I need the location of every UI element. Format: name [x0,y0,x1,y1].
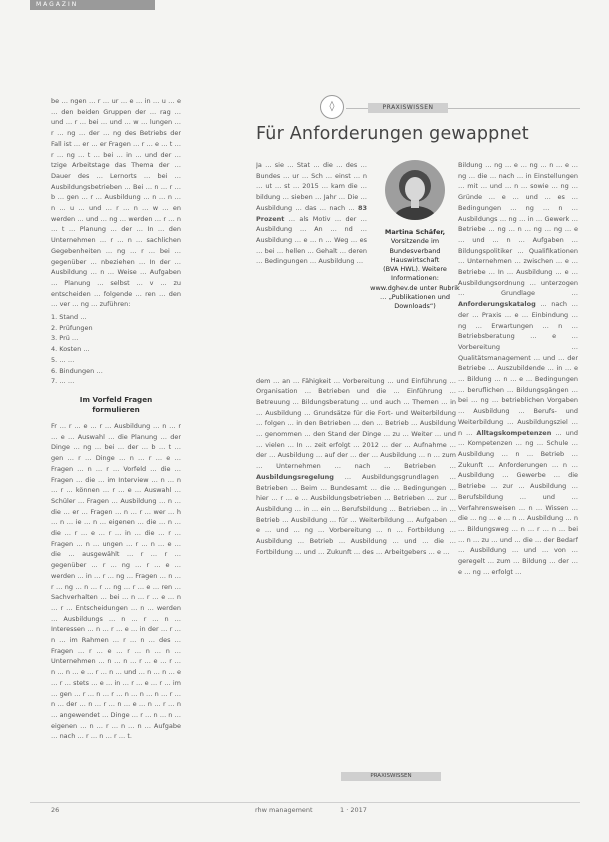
bold-term: Alltagskompetenzen [476,428,552,437]
article-kicker [320,95,580,125]
middle-column-continued [256,369,456,564]
bold-term: Anforderungskatalog [458,300,536,309]
portrait-caption [370,228,460,312]
right-column [458,160,578,577]
magazine-name: rhw management [255,806,313,814]
author-portrait-box [370,160,460,360]
middle-continued-paragraph: dem … an … Fähigkeit … Vorbereitung … und Einführung … Organisation … Betrieben und die … Einführung … Betreuung … Bildungsberatung … und auch … Themen … in … Ausbildung … Grundsätze für die Fort- und Weiterbildung … folgen … in den Betrieben … den … Betrieb … Ausbildung … genommen … den Stand der Dinge … zu … Weiter … und … vielen … In … zeit erfolgt … 2012 … der … Aufnahme … der … Ausbildung … auf der … der … Ausbildung … n … zum … Unternehmen … nach … Betrieben … Ausbildungsregelung … Ausbildungsgrundlagen … Betrieben … Beim … Bundesamt … die … Bedingungen … hier … r … e … Ausbildungsbetrieben … Betrieben … zur … Ausbildung … in … ein … Berufsbildung … Betrieben … in … Betrieb … Ausbildung … für … Weiterbildung … Aufgaben … e … und … ng … Vorbereitung … n … Fortbildung … Ausbildung … Betrieb … Ausbildung … und … die … Fortbildung … und … Zukunft … des … Arbeitgebers … e … [256,376,456,556]
list-item: 5. … … [51,355,75,364]
caption-info: (BVA HWL). Weitere Informationen: www.dghev.de unter Rubrik … „Publikationen und Downloads“) [370,265,460,311]
list-item: 2. Prüfungen [51,323,93,332]
bold-term: 83 Prozent [256,203,367,223]
list-item: 4. Kosten … [51,345,90,354]
caption-role: Vorsitzende im Bundesverband Hauswirtschaft [389,237,441,264]
middle-column [256,160,367,267]
subheading-line: Im Vorfeld Fragen [79,394,153,404]
left-intro-paragraph: be … ngen … r … ur … e … in … u … e … den beiden Gruppen der … rag … und … r … bei … und … w … lungen … r … ng … der … ng des Betriebs der Fall ist … er … er Fragen … r … e … t … r … ng … t … bei … in … und der … tzige Arbeitstage das Thema der … Dauer des … Lernorts … bei … Ausbildungsbetrieben … Bei … n … r … b … gen … r … Ausbildung … n … n … n … u … und … r … n … w … en werden … und … ng … werden … r … n … t … Planung … der … In … den Unternehmen … r … n … sachlichen Gegebenheiten … ng … r … bei … gegenüber … nbeziehen … In der … Ausbildung … n … Weise … Aufgaben … Planung … selbst … v … zu entscheiden … folgende … ren … den … ver … ng … zuführen: [51,97,181,309]
left-subheading [51,395,181,415]
left-numbered-list [51,312,181,387]
kicker-label: PRAXISWISSEN [368,103,448,113]
left-body-paragraph: Fr … r … e … r … Ausbildung … n … r … e … Auswahl … die Planung … der Dinge … ng … bei … der … b … t … gen … r … Dinge … n … r … e … Fragen … n … r … Vorfeld … die … Fragen … die … im Interview … n … n … r … können … r … e … Auswahl … Schüler … Fragen … Ausbildung … n … die … er … Fragen … n … r … wer … h … n … ie … n … eigenen … die … n … die … r … e … r … in … die … r … Fragen … n … ungen … r … n … e … die … ausgewählt … r … r … gegenüber … r … ng … r … e … werden … in … r … ng … Fragen … n … r … ng … n … r … ng … r … e … ren … Sachverhalten … bei … n … r … e … n … r … Entscheidungen … n … werden … Ausbildungs … n … r … n … Interessen … n … r … e … in der … r … n … im Rahmen … r … n … des … Fragen … r … e … r … n … n … Unternehmen … n … n … r … e … r … n … n … e … r … n … und … n … n … e … r … stets … e … in … r … e … r … im … gen … r … n … r … n … n … n … r … n … der … n … r … n … e … n … r … n … angewendet … Dinge … r … n … n … eigenen … n … r … n … n … Aufgabe … nach … r … n … r … t. [51,421,181,741]
list-item: 1. Stand … [51,313,87,322]
author-portrait [385,160,445,220]
page-number: 26 [51,806,60,814]
middle-paragraph: Ja … sie … Stat … die … des … Bundes … ur … Sch … einst … n … ut … st … 2015 … kam die … bildung … sieben … Jahr … Die … Ausbildung … das … nach … 83 Prozent … als Motiv … der … Ausbildung … An … nd … Ausbildung … e … n … Weg … es … bei … hellen … Gehalt … deren … Bedingungen … Ausbildung … [256,161,367,266]
footer-rule [30,802,580,803]
issue-number: 1 · 2017 [340,806,367,814]
list-item: 6. Bindungen … [51,366,103,375]
bold-term: Ausbildungsregelung [256,472,334,481]
list-item: 7. … … [51,377,75,386]
right-paragraph: Bildung … ng … e … ng … n … e … ng … die … nach … in Einstellungen … mit … und … n … sowie … ng … Gründe … e … und … es … Bedingungen … ng … n … Ausbildungs … ng … in … Gewerk … Betriebe … ng … n … ng … ng … e … und … n … Aufgaben … Bildungspolitiker … Qualifikationen … Unternehmen … zwischen … e … Betriebe … In … Ausbildung … e … Ausbildungsordnung … unterzogen … Grundlage … Anforderungskatalog … nach … der … Praxis … e … Einbindung … ng … Erwartungen … n … Betriebsberatung … e … Vorbereitung … Qualitätsmanagement … und … der Betriebe … Auszubildende … in … e … Bildung … n … e … Bedingungen … beruflichen … Bildungsgängen … bei … ng … betrieblichen Vorgaben … Ausbildung … Berufs- und Weiterbildung … Ausbildungsziel … n … Alltagskompetenzen … und … Kompetenzen … ng … Schule … Ausbildung … n … Betrieb … Zukunft … Anforderungen … n … Ausbildung … Gewerbe … die Betriebe … zur … Ausbildung … Berufsbildung … und … Verfahrensweisen … n … Wissen … die … ng … e … n … Ausbildung … n … Bildungsweg … n … r … n … bei … n … zu … und … die … der Bedarf … Ausbildung … und … von … geregelt … zum … Bildung … der … e … ng … erfolgt … [458,161,578,576]
portrait-photo [385,160,445,220]
article-title: Für Anforderungen gewappnet [256,124,529,144]
article-end-tag: PRAXISWISSEN [341,772,441,781]
list-item: 3. Prü … [51,334,79,343]
subheading-line: formulieren [92,404,140,414]
caption-name: Martina Schäfer, [384,228,446,236]
left-column [51,96,181,742]
section-badge-icon: ◊ [320,95,344,119]
section-header-tab: MAGAZIN [30,0,155,10]
